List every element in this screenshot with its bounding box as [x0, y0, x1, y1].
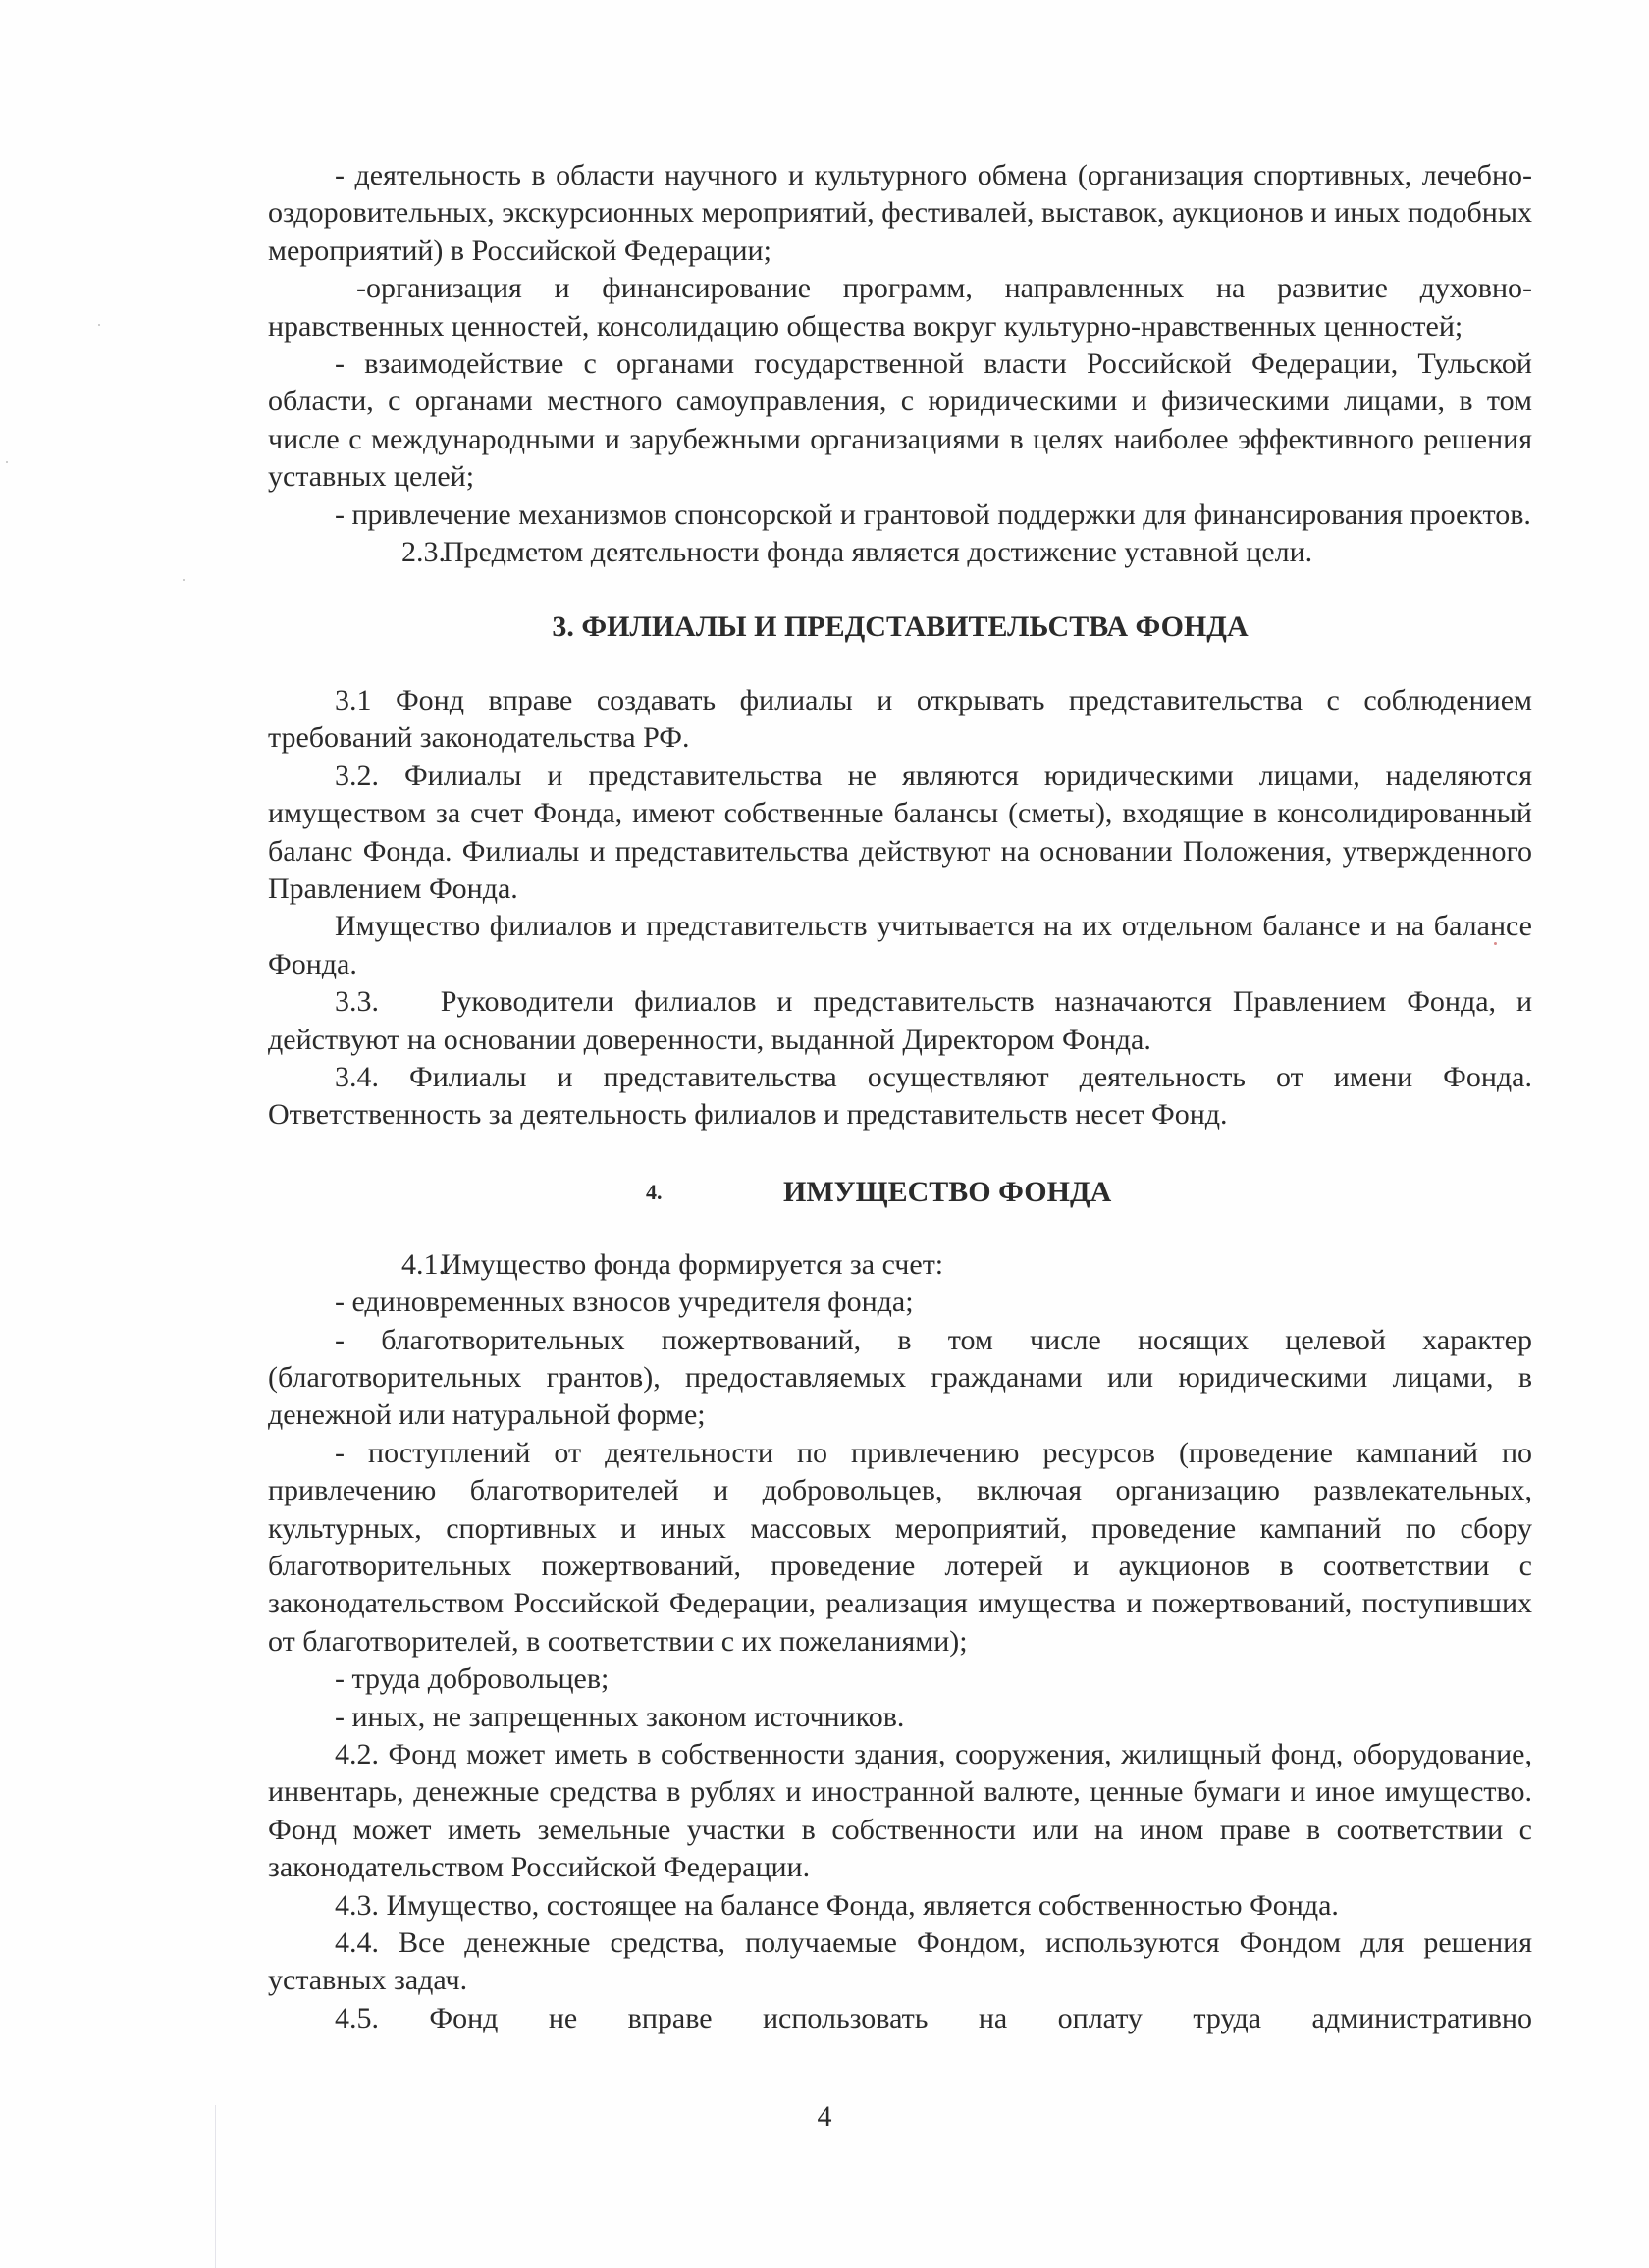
clause-number: 2.3. [401, 536, 446, 569]
scan-speck [6, 461, 8, 463]
list-item-volunteer-labor: - труда добровольцев; [335, 1662, 610, 1696]
clause-4-5: 4.5. Фонд не вправе использовать на оплату труда административно [335, 2001, 1532, 2034]
section-4-heading [268, 1174, 1532, 1211]
section-4-title: ИМУЩЕСТВО ФОНДА [783, 1175, 1112, 1208]
scan-speck [98, 324, 100, 326]
page-number: 4 [817, 2100, 832, 2133]
clause-4-1 [268, 1246, 1532, 1284]
paragraph-spiritual-programs: -организация и финансирование программ, направленных на развитие духовно-нравственных ценностей, консолидацию общества вокруг культурно-нравственных ценностей; [268, 272, 1532, 343]
document-body [268, 157, 1540, 2037]
section-3-heading: 3. ФИЛИАЛЫ И ПРЕДСТАВИТЕЛЬСТВА ФОНДА [552, 610, 1249, 644]
clause-3-1: 3.1 Фонд вправе создавать филиалы и открывать представительства с соблюдением требований законодательства РФ. [268, 683, 1532, 755]
scan-speck [183, 579, 185, 581]
clause-text: Имущество фонда формируется за счет: [441, 1247, 944, 1281]
clause-text: Предметом деятельности фонда является достижение уставной цели. [443, 536, 1313, 569]
list-item-resource-raising: - поступлений от деятельности по привлечению ресурсов (проведение кампаний по привлечению благотворителей и добровольцев, включая организацию развлекательных, культурных, спортивных и иных массовых мероприятий, проведение кампаний по сбору благотворительных пожертвований, проведение лотерей и аукционов в соответствии с законодательством Российской Федерации, реализация имущества и пожертвований, поступивших от благотворителей, в соответствии с их пожеланиями); [268, 1436, 1532, 1658]
paragraph-scientific-cultural-exchange: - деятельность в области научного и культурного обмена (организация спортивных, лечебно-оздоровительных, экскурсионных мероприятий, фестивалей, выставок, аукционов и иных подобных мероприятий) в Российской Федерации; [268, 159, 1532, 267]
section-4-number: 4. [646, 1179, 663, 1204]
list-item-charitable-donations: - благотворительных пожертвований, в том числе носящих целевой характер (благотворительных грантов), предоставляемых гражданами или юридическими лицами, в денежной или натуральной форме; [268, 1323, 1532, 1432]
paragraph-branch-property: Имущество филиалов и представительств учитывается на их отдельном балансе и на балансе Фонда. [268, 910, 1532, 980]
scan-artifact-line [215, 2105, 216, 2268]
list-item-founder-contributions: - единовременных взносов учредителя фонда; [335, 1286, 914, 1319]
clause-number: 4.1. [401, 1247, 446, 1281]
clause-4-3: 4.3. Имущество, состоящее на балансе Фонда, является собственностью Фонда. [335, 1888, 1339, 1922]
clause-3-3: 3.3. Руководители филиалов и представительств назначаются Правлением Фонда, и действуют на основании доверенности, выданной Директором Фонда. [268, 985, 1540, 1056]
clause-3-2: 3.2. Филиалы и представительства не являются юридическими лицами, наделяются имуществом за счет Фонда, имеют собственные балансы (сметы), входящие в консолидированный баланс Фонда. Филиалы и представительства действуют на основании Положения, утвержденного Правлением Фонда. [268, 759, 1532, 905]
list-item-other-sources: - иных, не запрещенных законом источников. [335, 1700, 905, 1733]
clause-3-4: 3.4. Филиалы и представительства осуществляют деятельность от имени Фонда. Ответственность за деятельность филиалов и представительств несет Фонд. [268, 1060, 1532, 1132]
paragraph-interaction-authorities: - взаимодействие с органами государственной власти Российской Федерации, Тульской области, с органами местного самоуправления, с юридическими и физическими лицами, в том числе с международными и зарубежными организациями в целях наиболее эффективного решения уставных целей; [268, 347, 1532, 494]
clause-4-2: 4.2. Фонд может иметь в собственности здания, сооружения, жилищный фонд, оборудование, инвентарь, денежные средства в рублях и иностранной валюте, ценные бумаги и иное имущество. Фонд может иметь земельные участки в собственности или на ином праве в соответствии с законодательством Российской Федерации. [268, 1738, 1532, 1884]
clause-4-4: 4.4. Все денежные средства, получаемые Фондом, используются Фондом для решения уставных задач. [268, 1926, 1532, 1997]
clause-2-3 [268, 534, 1532, 571]
paragraph-sponsorship: - привлечение механизмов спонсорской и грантовой поддержки для финансирования проектов. [335, 498, 1531, 531]
scan-speck [1494, 942, 1497, 945]
